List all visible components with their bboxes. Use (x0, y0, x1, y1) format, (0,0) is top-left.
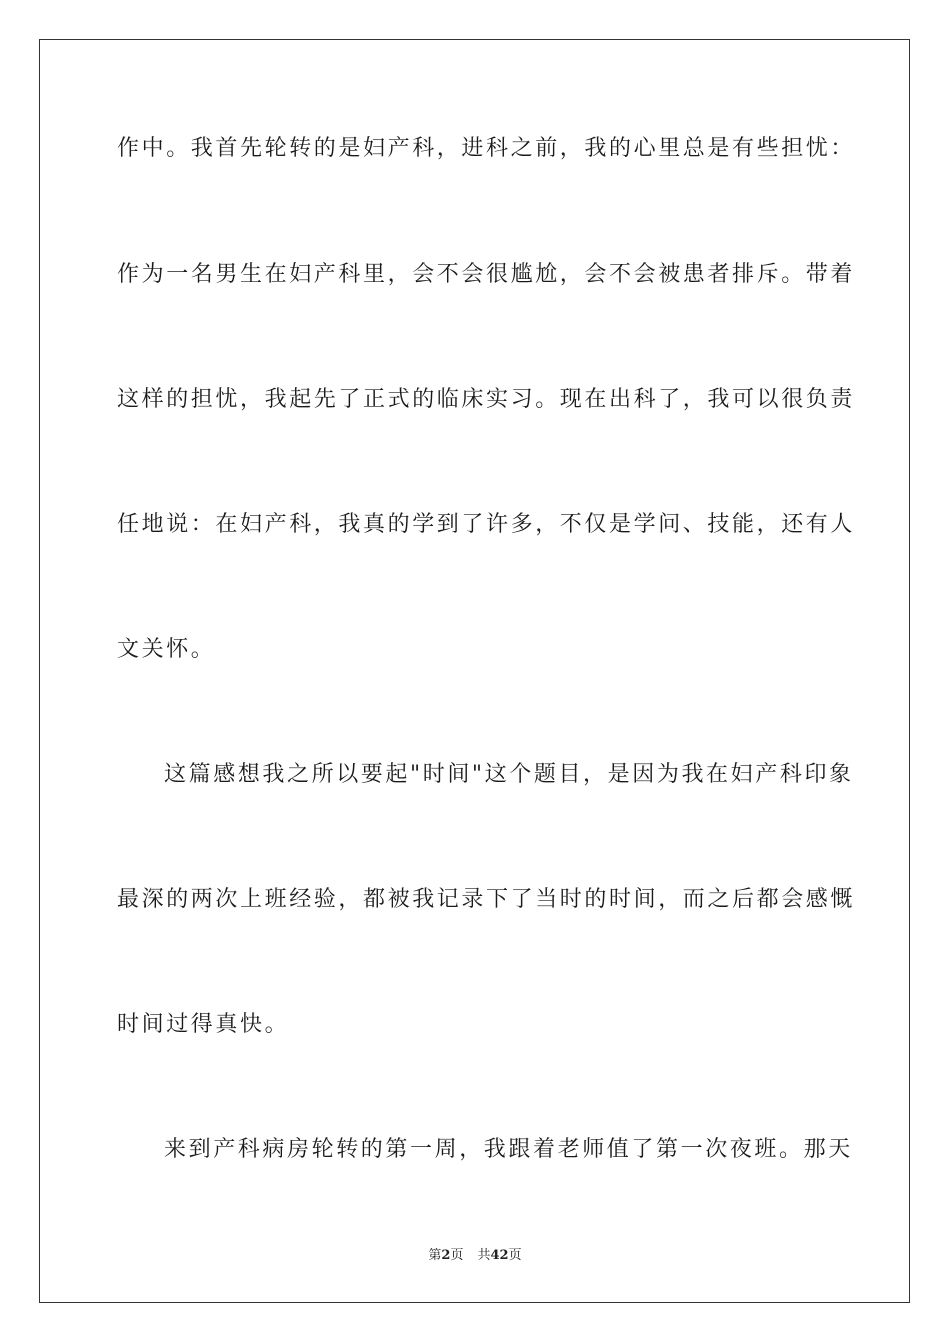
paragraph-line: 这样的担忧，我起先了正式的临床实习。现在出科了，我可以很负责 (117, 387, 856, 412)
paragraph-line: 任地说：在妇产科，我真的学到了许多，不仅是学问、技能，还有人 (117, 512, 856, 537)
paragraph-line: 文关怀。 (117, 637, 216, 662)
page-label-prefix: 第 (428, 1248, 442, 1263)
paragraph-line: 这篇感想我之所以要起"时间"这个题目，是因为我在妇产科印象 (164, 762, 854, 787)
total-label-prefix: 共 (477, 1248, 491, 1263)
paragraph-line: 时间过得真快。 (117, 1012, 290, 1037)
total-label-suffix: 页 (508, 1248, 522, 1263)
paragraph-line: 最深的两次上班经验，都被我记录下了当时的时间，而之后都会感慨 (117, 887, 856, 912)
page-border (39, 39, 910, 1303)
paragraph-line: 作为一名男生在妇产科里，会不会很尴尬，会不会被患者排斥。带着 (117, 262, 856, 287)
paragraph-line: 作中。我首先轮转的是妇产科，进科之前，我的心里总是有些担忧： (117, 136, 856, 161)
page-label-suffix: 页 (450, 1248, 464, 1263)
page-number: 2 (441, 1248, 451, 1263)
page-footer (0, 1247, 950, 1265)
paragraph-line: 来到产科病房轮转的第一周，我跟着老师值了第一次夜班。那天 (164, 1137, 853, 1162)
total-pages: 42 (490, 1248, 509, 1263)
